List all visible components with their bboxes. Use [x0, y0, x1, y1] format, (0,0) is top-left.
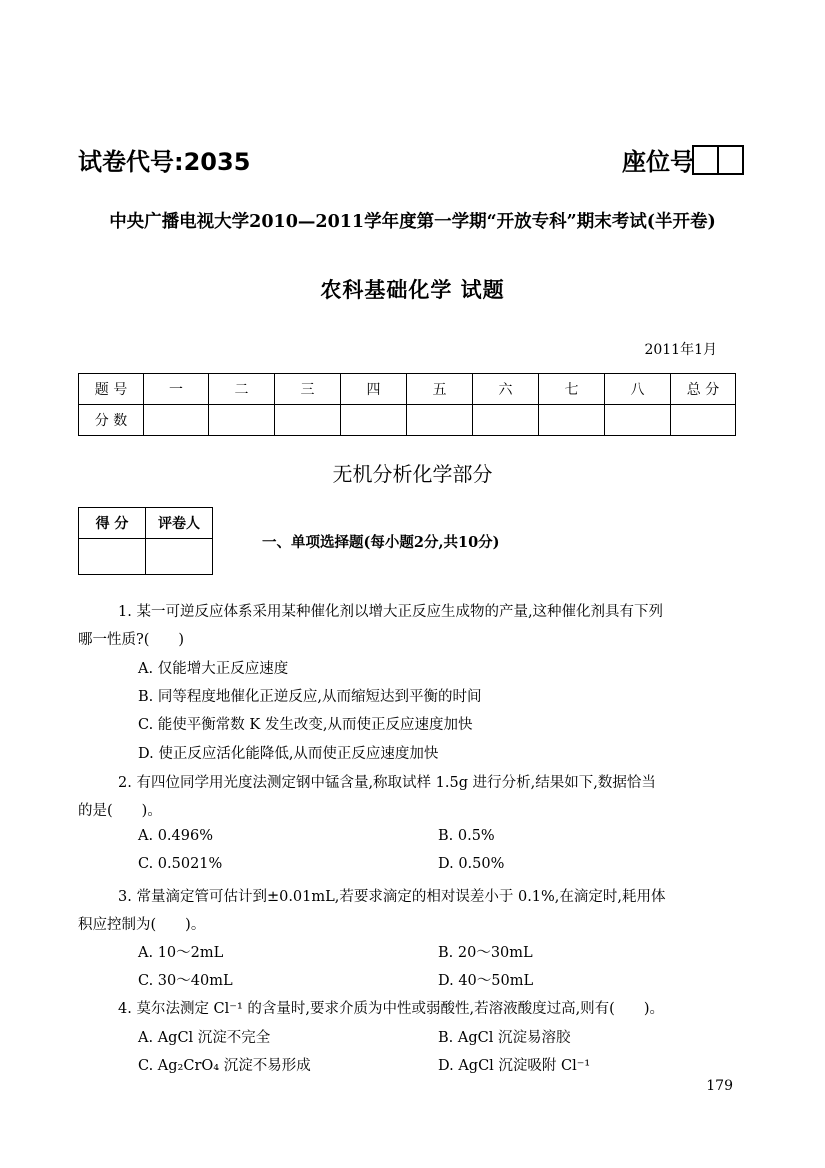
question-1-option-c: C. 能使平衡常数 K 发生改变,从而使正反应速度加快 [138, 717, 473, 733]
score-cell[interactable] [209, 405, 275, 436]
question-2-stem-cont: 的是( )。 [78, 803, 162, 819]
grader-name-cell[interactable] [146, 539, 213, 575]
question-3-option-a: A. 10～2mL [138, 945, 224, 961]
question-1-stem: 1. 某一可逆反应体系采用某种催化剂以增大正反应生成物的产量,这种催化剂具有下列 [118, 604, 664, 620]
question-4-stem: 4. 莫尔法测定 Cl⁻¹ 的含量时,要求介质为中性或弱酸性,若溶液酸度过高,则有( )。 [118, 1001, 664, 1017]
score-table-header-cell: 八 [605, 374, 671, 405]
score-table [78, 373, 736, 436]
exam-title: 中央广播电视大学2010—2011学年度第一学期“开放专科”期末考试(半开卷) [109, 212, 716, 232]
score-table-score-row [79, 405, 736, 436]
question-3-stem: 3. 常量滴定管可估计到±0.01mL,若要求滴定的相对误差小于 0.1%,在滴定时,耗用体 [118, 889, 666, 905]
score-cell[interactable] [341, 405, 407, 436]
score-table-header-cell: 六 [473, 374, 539, 405]
question-2-stem: 2. 有四位同学用光度法测定钢中锰含量,称取试样 1.5g 进行分析,结果如下,数据恰当 [118, 775, 656, 791]
section-title: 无机分析化学部分 [332, 462, 493, 486]
score-table-header-cell: 总 分 [671, 374, 736, 405]
grader-table [78, 507, 213, 575]
score-cell[interactable] [275, 405, 341, 436]
question-4-option-c: C. Ag₂CrO₄ 沉淀不易形成 [138, 1058, 311, 1074]
question-1-option-b: B. 同等程度地催化正逆反应,从而缩短达到平衡的时间 [138, 689, 482, 705]
score-table-header-cell: 四 [341, 374, 407, 405]
question-1-option-a: A. 仅能增大正反应速度 [138, 661, 289, 677]
question-1-option-d: D. 使正反应活化能降低,从而使正反应速度加快 [138, 746, 439, 762]
seat-number-box-2 [717, 145, 744, 175]
question-4-option-d: D. AgCl 沉淀吸附 Cl⁻¹ [438, 1058, 591, 1074]
exam-date: 2011年1月 [644, 342, 717, 358]
grader-name-label: 评卷人 [146, 508, 213, 539]
grader-score-cell[interactable] [79, 539, 146, 575]
score-cell[interactable] [473, 405, 539, 436]
course-title: 农科基础化学 试题 [320, 278, 505, 302]
seat-number-box-1 [692, 145, 719, 175]
score-cell[interactable] [605, 405, 671, 436]
score-cell[interactable] [144, 405, 209, 436]
score-table-header-cell: 题 号 [79, 374, 144, 405]
grader-score-label: 得 分 [79, 508, 146, 539]
question-2-option-b: B. 0.5% [438, 828, 495, 844]
question-3-option-b: B. 20～30mL [438, 945, 533, 961]
score-cell[interactable] [671, 405, 736, 436]
seat-number-label: 座位号 [622, 148, 694, 176]
question-2-option-a: A. 0.496% [138, 828, 213, 844]
score-table-header-cell: 一 [144, 374, 209, 405]
question-1-stem-cont: 哪一性质?( ) [78, 632, 185, 648]
question-3-stem-cont: 积应控制为( )。 [78, 917, 206, 933]
paper-code: 试卷代号:2035 [78, 148, 251, 176]
score-table-header-cell: 三 [275, 374, 341, 405]
score-table-header-cell: 二 [209, 374, 275, 405]
score-table-header-cell: 五 [407, 374, 473, 405]
question-3-option-c: C. 30～40mL [138, 973, 233, 989]
page-number: 179 [706, 1078, 733, 1094]
question-2-option-c: C. 0.5021% [138, 856, 223, 872]
seat-number-field [622, 142, 744, 177]
score-table-header-cell: 七 [539, 374, 605, 405]
score-table-header-row [79, 374, 736, 405]
question-4-option-b: B. AgCl 沉淀易溶胶 [438, 1030, 571, 1046]
question-2-option-d: D. 0.50% [438, 856, 505, 872]
question-3-option-d: D. 40～50mL [438, 973, 534, 989]
score-cell[interactable] [539, 405, 605, 436]
score-cell[interactable] [407, 405, 473, 436]
question-4-option-a: A. AgCl 沉淀不完全 [138, 1030, 271, 1046]
score-row-label: 分 数 [79, 405, 144, 436]
part-heading: 一、单项选择题(每小题2分,共10分) [262, 534, 500, 551]
